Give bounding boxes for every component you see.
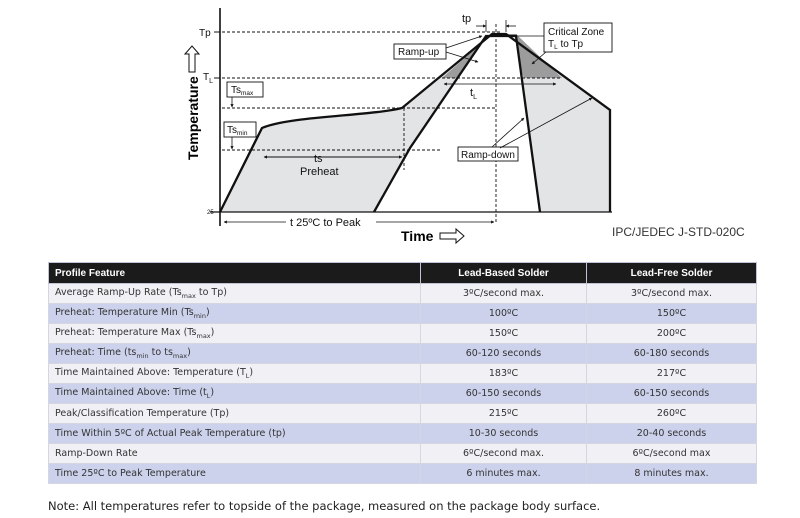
- x-axis-arrow-icon: [440, 229, 464, 243]
- lead-based-value: 6ºC/second max.: [421, 444, 587, 464]
- origin-tick-label: 25: [207, 210, 214, 216]
- feature-cell: Average Ramp-Up Rate ($Ts_{max}$ to Tp): [49, 284, 421, 304]
- feature-cell: Preheat: Time ($ts_{min}$ to $ts_{max}$): [49, 344, 421, 364]
- table-row: [49, 424, 757, 444]
- table-row: [49, 284, 757, 304]
- rampdown-label: Ramp-down: [461, 150, 515, 161]
- lead-based-value: 60-120 seconds: [421, 344, 587, 364]
- lead-free-value: 8 minutes max.: [587, 464, 757, 484]
- header-lead-based: Lead-Based Solder: [421, 263, 587, 284]
- y-axis-label: Temperature: [185, 76, 201, 160]
- ts-label: ts: [314, 153, 323, 165]
- feature-cell: Ramp-Down Rate: [49, 444, 421, 464]
- lead-free-value: 260ºC: [587, 404, 757, 424]
- table-row: [49, 344, 757, 364]
- critical-zone-label: Critical Zone: [548, 27, 605, 38]
- x-axis-label: Time: [401, 228, 434, 244]
- feature-cell: Time 25ºC to Peak Temperature: [49, 464, 421, 484]
- y-axis-arrow-icon: [185, 46, 199, 72]
- tl-time-label: $t_L$: [470, 87, 477, 101]
- feature-cell: Time Maintained Above: Time $(t_L)$: [49, 384, 421, 404]
- lead-free-value: 3ºC/second max.: [587, 284, 757, 304]
- feature-cell: Time Maintained Above: Temperature $(T_L)$: [49, 364, 421, 384]
- rampup-label: Ramp-up: [398, 47, 440, 58]
- tp-time-label: tp: [462, 13, 472, 25]
- lead-based-value: 150ºC: [421, 324, 587, 344]
- profile-table: [48, 262, 757, 484]
- lead-free-value: 20-40 seconds: [587, 424, 757, 444]
- header-profile-feature: Profile Feature: [49, 263, 421, 284]
- time-to-peak-label: t 25ºC to Peak: [290, 217, 361, 229]
- lead-based-value: 60-150 seconds: [421, 384, 587, 404]
- feature-cell: Preheat: Temperature Max $(Ts_{max})$: [49, 324, 421, 344]
- tp-axis-label: Tp: [199, 28, 211, 39]
- table-body: [49, 284, 757, 484]
- table-row: [49, 464, 757, 484]
- reflow-profile-diagram: [0, 0, 800, 255]
- table-row: [49, 304, 757, 324]
- feature-cell: Preheat: Temperature Min $(Ts_{min})$: [49, 304, 421, 324]
- feature-cell: Peak/Classification Temperature (Tp): [49, 404, 421, 424]
- table-row: [49, 444, 757, 464]
- table-header-row: [49, 263, 757, 284]
- tsmin-label: $Ts_{min}$: [227, 125, 248, 137]
- feature-cell: Time Within 5ºC of Actual Peak Temperature (tp): [49, 424, 421, 444]
- lead-based-value: 100ºC: [421, 304, 587, 324]
- lead-free-value: 60-150 seconds: [587, 384, 757, 404]
- footnote: Note: All temperatures refer to topside of the package, measured on the package body surface.: [48, 499, 601, 513]
- lead-based-value: 183ºC: [421, 364, 587, 384]
- critical-zone-range: $T_L$ to Tp: [548, 39, 584, 51]
- lead-free-value: 6ºC/second max: [587, 444, 757, 464]
- lead-based-value: 6 minutes max.: [421, 464, 587, 484]
- lead-based-value: 10-30 seconds: [421, 424, 587, 444]
- preheat-label: Preheat: [300, 166, 339, 178]
- table-row: [49, 384, 757, 404]
- table-row: [49, 404, 757, 424]
- lead-free-value: 60-180 seconds: [587, 344, 757, 364]
- lead-based-value: 215ºC: [421, 404, 587, 424]
- tl-axis-label: $T_L$: [203, 72, 214, 85]
- tsmax-label: $Ts_{max}$: [231, 85, 254, 97]
- lead-free-value: 200ºC: [587, 324, 757, 344]
- standard-label: IPC/JEDEC J-STD-020C: [612, 225, 745, 239]
- table-row: [49, 324, 757, 344]
- lead-based-value: 3ºC/second max.: [421, 284, 587, 304]
- lead-free-value: 217ºC: [587, 364, 757, 384]
- header-lead-free: Lead-Free Solder: [587, 263, 757, 284]
- lead-free-value: 150ºC: [587, 304, 757, 324]
- table-row: [49, 364, 757, 384]
